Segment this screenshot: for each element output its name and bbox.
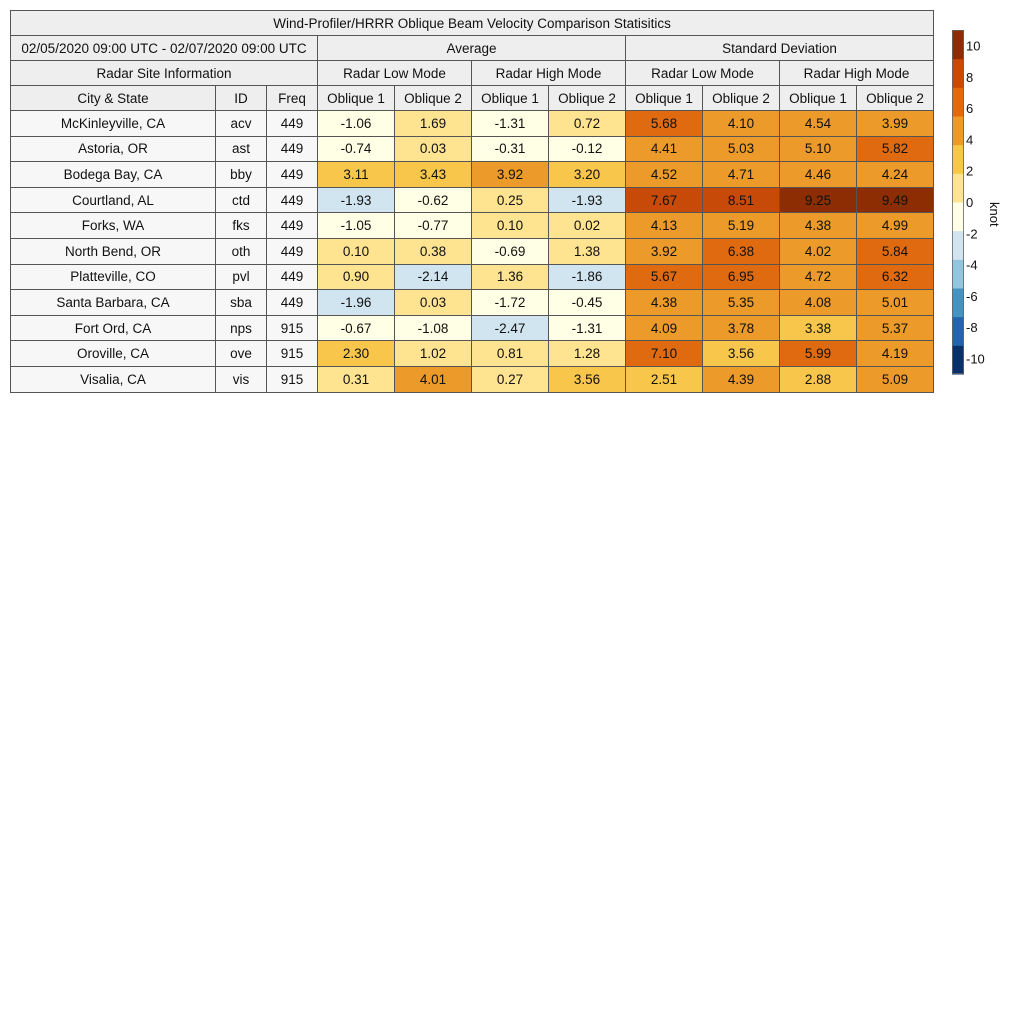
value-cell: -1.08 <box>395 315 472 341</box>
value-cell: 4.09 <box>626 315 703 341</box>
value-cell: -0.12 <box>549 136 626 162</box>
value-cell: 6.95 <box>703 264 780 290</box>
value-cell: -1.96 <box>318 290 395 316</box>
freq-cell: 449 <box>267 238 318 264</box>
value-cell: -1.06 <box>318 111 395 137</box>
value-cell: 5.19 <box>703 213 780 239</box>
colorbar-tick-label: -4 <box>966 257 978 273</box>
colorbar-segment <box>952 116 964 145</box>
value-cell: 0.38 <box>395 238 472 264</box>
value-cell: 3.11 <box>318 162 395 188</box>
std-high-oblique2-header: Oblique 2 <box>857 86 934 111</box>
table-row <box>11 162 934 188</box>
value-cell: 5.37 <box>857 315 934 341</box>
colorbar-tick-label: -10 <box>966 351 985 367</box>
value-cell: 5.03 <box>703 136 780 162</box>
table-row <box>11 341 934 367</box>
value-cell: 0.03 <box>395 290 472 316</box>
value-cell: 0.81 <box>472 341 549 367</box>
site-info-header: Radar Site Information <box>11 61 318 86</box>
average-group-header: Average <box>318 36 626 61</box>
value-cell: 7.10 <box>626 341 703 367</box>
value-cell: -1.93 <box>318 187 395 213</box>
table-row <box>11 213 934 239</box>
site-id-cell: acv <box>216 111 267 137</box>
value-cell: -0.31 <box>472 136 549 162</box>
table-row <box>11 111 934 137</box>
std-low-oblique2-header: Oblique 2 <box>703 86 780 111</box>
colorbar-segment <box>952 173 964 202</box>
value-cell: 5.67 <box>626 264 703 290</box>
value-cell: 6.38 <box>703 238 780 264</box>
value-cell: 5.35 <box>703 290 780 316</box>
value-cell: 4.08 <box>780 290 857 316</box>
city-cell: Bodega Bay, CA <box>11 162 216 188</box>
value-cell: 0.31 <box>318 366 395 392</box>
colorbar-segment <box>952 202 964 231</box>
colorbar-unit-label: knot <box>987 202 1002 227</box>
city-cell: Visalia, CA <box>11 366 216 392</box>
std-high-mode-header: Radar High Mode <box>780 61 934 86</box>
freq-cell: 449 <box>267 162 318 188</box>
city-cell: Platteville, CO <box>11 264 216 290</box>
table-row <box>11 315 934 341</box>
freq-cell: 915 <box>267 366 318 392</box>
value-cell: -1.72 <box>472 290 549 316</box>
value-cell: 4.39 <box>703 366 780 392</box>
site-id-cell: sba <box>216 290 267 316</box>
table-row <box>11 290 934 316</box>
value-cell: 4.38 <box>626 290 703 316</box>
value-cell: 8.51 <box>703 187 780 213</box>
value-cell: 0.27 <box>472 366 549 392</box>
value-cell: 4.10 <box>703 111 780 137</box>
value-cell: 4.24 <box>857 162 934 188</box>
colorbar-tick-label: -6 <box>966 288 978 304</box>
site-id-cell: bby <box>216 162 267 188</box>
value-cell: 3.38 <box>780 315 857 341</box>
site-id-cell: ctd <box>216 187 267 213</box>
value-cell: 4.54 <box>780 111 857 137</box>
colorbar-tick-label: 0 <box>966 195 974 210</box>
stddev-group-header: Standard Deviation <box>626 36 934 61</box>
colorbar-tick-label: 8 <box>966 69 974 85</box>
value-cell: 2.88 <box>780 366 857 392</box>
site-id-cell: vis <box>216 366 267 392</box>
value-cell: -1.05 <box>318 213 395 239</box>
site-id-cell: ove <box>216 341 267 367</box>
city-column-header: City & State <box>11 86 216 111</box>
value-cell: 0.10 <box>318 238 395 264</box>
city-cell: Courtland, AL <box>11 187 216 213</box>
value-cell: -0.67 <box>318 315 395 341</box>
value-cell: 0.02 <box>549 213 626 239</box>
value-cell: 5.84 <box>857 238 934 264</box>
value-cell: -0.69 <box>472 238 549 264</box>
freq-cell: 449 <box>267 290 318 316</box>
colorbar-segment <box>952 345 964 374</box>
site-id-cell: oth <box>216 238 267 264</box>
colorbar-tick-label: 6 <box>966 101 974 117</box>
value-cell: 4.71 <box>703 162 780 188</box>
id-column-header: ID <box>216 86 267 111</box>
colorbar-segment <box>952 145 964 174</box>
freq-cell: 449 <box>267 213 318 239</box>
site-id-cell: pvl <box>216 264 267 290</box>
value-cell: -1.31 <box>549 315 626 341</box>
city-cell: Oroville, CA <box>11 341 216 367</box>
value-cell: 4.46 <box>780 162 857 188</box>
site-id-cell: fks <box>216 213 267 239</box>
value-cell: 5.10 <box>780 136 857 162</box>
table-row <box>11 187 934 213</box>
value-cell: -1.93 <box>549 187 626 213</box>
value-cell: 4.19 <box>857 341 934 367</box>
value-cell: 5.09 <box>857 366 934 392</box>
colorbar-segment <box>952 231 964 260</box>
date-range: 02/05/2020 09:00 UTC - 02/07/2020 09:00 UTC <box>11 36 318 61</box>
freq-cell: 915 <box>267 315 318 341</box>
table-row <box>11 366 934 392</box>
colorbar <box>952 30 1018 380</box>
value-cell: -0.74 <box>318 136 395 162</box>
value-cell: 3.92 <box>626 238 703 264</box>
avg-high-oblique2-header: Oblique 2 <box>549 86 626 111</box>
value-cell: 1.36 <box>472 264 549 290</box>
city-cell: Astoria, OR <box>11 136 216 162</box>
value-cell: 1.69 <box>395 111 472 137</box>
value-cell: 4.52 <box>626 162 703 188</box>
value-cell: -1.31 <box>472 111 549 137</box>
value-cell: -2.14 <box>395 264 472 290</box>
value-cell: 6.32 <box>857 264 934 290</box>
value-cell: 4.72 <box>780 264 857 290</box>
freq-cell: 915 <box>267 341 318 367</box>
value-cell: 4.01 <box>395 366 472 392</box>
colorbar-tick-label: 10 <box>966 38 981 54</box>
value-cell: 9.49 <box>857 187 934 213</box>
value-cell: 1.28 <box>549 341 626 367</box>
value-cell: -1.86 <box>549 264 626 290</box>
value-cell: 5.82 <box>857 136 934 162</box>
std-high-oblique1-header: Oblique 1 <box>780 86 857 111</box>
value-cell: 0.03 <box>395 136 472 162</box>
value-cell: 2.51 <box>626 366 703 392</box>
colorbar-segment <box>952 288 964 317</box>
value-cell: 0.25 <box>472 187 549 213</box>
colorbar-segment <box>952 259 964 288</box>
value-cell: 4.02 <box>780 238 857 264</box>
value-cell: 3.20 <box>549 162 626 188</box>
colorbar-tick-label: -2 <box>966 226 978 242</box>
table-title: Wind-Profiler/HRRR Oblique Beam Velocity Comparison Statisitics <box>11 11 934 36</box>
colorbar-segment <box>952 59 964 88</box>
value-cell: -0.62 <box>395 187 472 213</box>
value-cell: -0.45 <box>549 290 626 316</box>
value-cell: 2.30 <box>318 341 395 367</box>
colorbar-tick-label: 4 <box>966 132 974 148</box>
value-cell: 4.41 <box>626 136 703 162</box>
city-cell: McKinleyville, CA <box>11 111 216 137</box>
table-row <box>11 264 934 290</box>
value-cell: 0.10 <box>472 213 549 239</box>
freq-column-header: Freq <box>267 86 318 111</box>
colorbar-tick-label: 2 <box>966 163 974 179</box>
avg-low-oblique2-header: Oblique 2 <box>395 86 472 111</box>
freq-cell: 449 <box>267 264 318 290</box>
value-cell: 4.38 <box>780 213 857 239</box>
value-cell: 3.99 <box>857 111 934 137</box>
statistics-table <box>10 10 934 393</box>
city-cell: North Bend, OR <box>11 238 216 264</box>
value-cell: 1.38 <box>549 238 626 264</box>
colorbar-tick-label: -8 <box>966 320 978 336</box>
std-low-mode-header: Radar Low Mode <box>626 61 780 86</box>
value-cell: 1.02 <box>395 341 472 367</box>
value-cell: 5.01 <box>857 290 934 316</box>
city-cell: Santa Barbara, CA <box>11 290 216 316</box>
avg-low-mode-header: Radar Low Mode <box>318 61 472 86</box>
value-cell: -0.77 <box>395 213 472 239</box>
city-cell: Fort Ord, CA <box>11 315 216 341</box>
freq-cell: 449 <box>267 187 318 213</box>
site-id-cell: nps <box>216 315 267 341</box>
value-cell: 4.13 <box>626 213 703 239</box>
value-cell: 3.56 <box>549 366 626 392</box>
colorbar-segment <box>952 30 964 59</box>
value-cell: 9.25 <box>780 187 857 213</box>
value-cell: 3.78 <box>703 315 780 341</box>
avg-low-oblique1-header: Oblique 1 <box>318 86 395 111</box>
freq-cell: 449 <box>267 111 318 137</box>
table-row <box>11 136 934 162</box>
value-cell: 3.56 <box>703 341 780 367</box>
value-cell: 7.67 <box>626 187 703 213</box>
avg-high-oblique1-header: Oblique 1 <box>472 86 549 111</box>
city-cell: Forks, WA <box>11 213 216 239</box>
table-row <box>11 238 934 264</box>
std-low-oblique1-header: Oblique 1 <box>626 86 703 111</box>
avg-high-mode-header: Radar High Mode <box>472 61 626 86</box>
value-cell: 0.72 <box>549 111 626 137</box>
value-cell: 3.92 <box>472 162 549 188</box>
colorbar-segment <box>952 87 964 116</box>
value-cell: -2.47 <box>472 315 549 341</box>
value-cell: 0.90 <box>318 264 395 290</box>
value-cell: 5.99 <box>780 341 857 367</box>
colorbar-segment <box>952 317 964 346</box>
value-cell: 3.43 <box>395 162 472 188</box>
value-cell: 4.99 <box>857 213 934 239</box>
freq-cell: 449 <box>267 136 318 162</box>
site-id-cell: ast <box>216 136 267 162</box>
value-cell: 5.68 <box>626 111 703 137</box>
